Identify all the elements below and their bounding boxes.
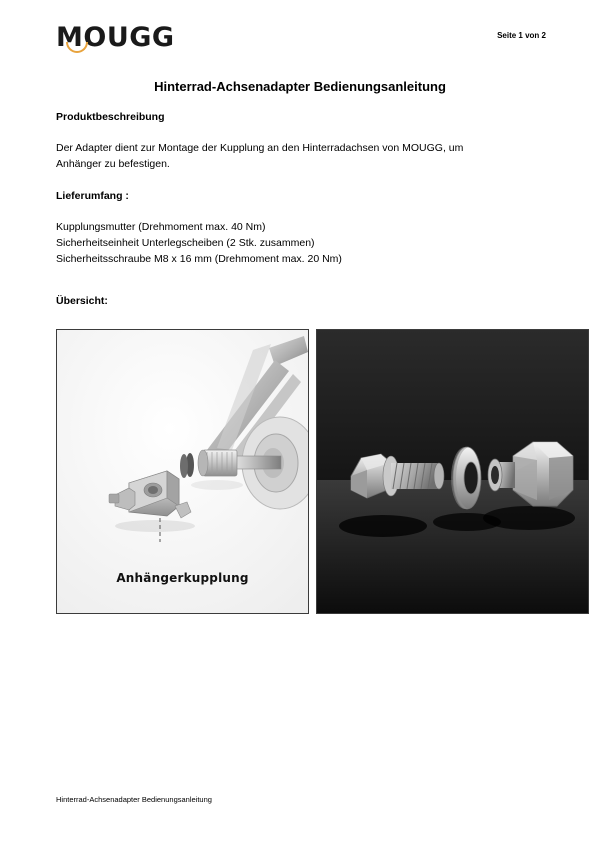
brand-logo	[56, 24, 175, 51]
page-footer: Hinterrad-Achsenadapter Bedienungsanleitung	[56, 795, 212, 804]
description-line-1: Der Adapter dient zur Montage der Kupplung an den Hinterradachsen von MOUGG, um	[56, 142, 464, 154]
figure-coupling-on-bike	[56, 329, 309, 614]
figure-right-illustration	[317, 330, 588, 613]
scope-item-list	[56, 219, 526, 267]
brand-logo-text	[56, 24, 175, 51]
section-heading-overview: Übersicht:	[56, 295, 108, 307]
description-line-2: Anhänger zu befestigen.	[56, 158, 170, 170]
figure-hardware-exploded	[316, 329, 589, 614]
figure-left-caption: Anhängerkupplung	[116, 571, 249, 585]
scope-item: Kupplungsmutter (Drehmoment max. 40 Nm)	[56, 221, 266, 233]
scope-item: Sicherheitsschraube M8 x 16 mm (Drehmoment max. 20 Nm)	[56, 253, 342, 265]
brand-logo-label: MOUGG	[56, 22, 175, 53]
page-number-label: Seite 1 von 2	[497, 31, 546, 40]
page-title: Hinterrad-Achsenadapter Bedienungsanleitung	[154, 79, 446, 94]
section-text-description	[56, 140, 546, 172]
section-heading-scope: Lieferumfang :	[56, 190, 129, 202]
section-heading-description: Produktbeschreibung	[56, 111, 165, 123]
scope-item: Sicherheitseinheit Unterlegscheiben (2 Stk. zusammen)	[56, 237, 315, 249]
